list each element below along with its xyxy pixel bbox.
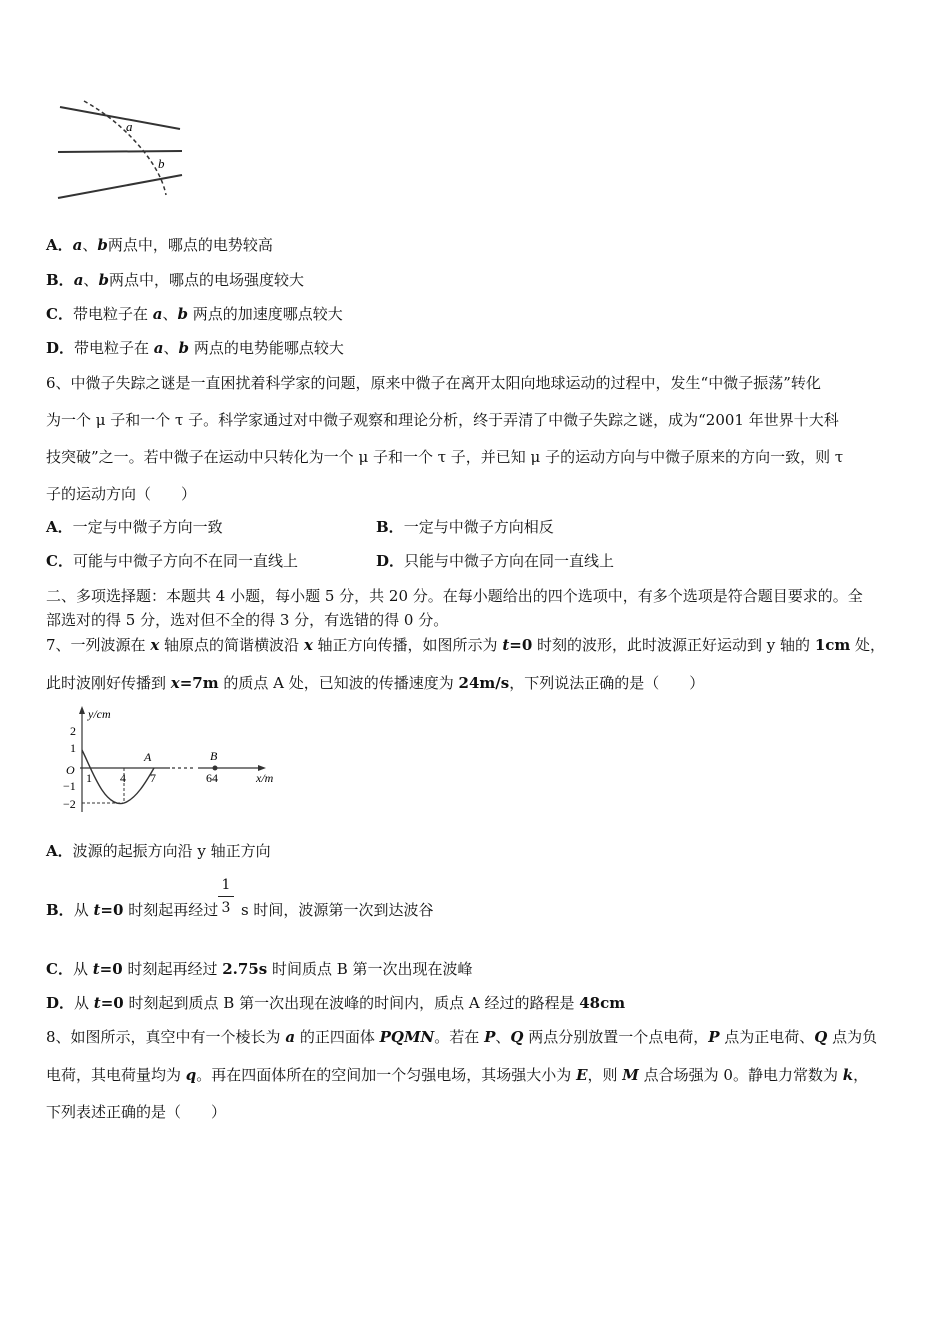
point-b-value: 64	[206, 771, 218, 785]
option-label: B．	[46, 271, 74, 289]
var-t: t	[93, 994, 101, 1012]
point-a-label: A	[144, 750, 152, 764]
y-tick-label: −1	[63, 779, 76, 793]
value: =0	[99, 960, 123, 978]
text: 的质点 A 处，已知波的传播速度为	[218, 674, 459, 692]
var: P	[708, 1028, 720, 1046]
var: E	[576, 1066, 588, 1084]
y-axis-arrow	[79, 706, 85, 714]
q8-stem-line-1	[46, 1027, 877, 1047]
text: 时刻的波形，此时波源正好运动到 y 轴的	[532, 636, 815, 654]
q5-option-a[interactable]	[46, 235, 273, 255]
text: 处，	[850, 636, 886, 654]
point-b-label: B	[210, 749, 218, 763]
var-b: b	[178, 339, 190, 357]
q7-option-a[interactable]	[46, 841, 271, 861]
q6-stem-line-3: 技突破”之一。若中微子在运动中只转化为一个 μ 子和一个 τ 子，并已知 μ 子的运动方向与中微子原来的方向一致，则 τ	[46, 448, 844, 466]
text: 。再在四面体所在的空间加一个匀强电场，其场强大小为	[196, 1066, 577, 1084]
text: 电荷，其电荷量均为	[46, 1066, 186, 1084]
var-t: t	[93, 901, 101, 919]
q5-option-b[interactable]	[46, 270, 304, 290]
var-a: a	[72, 236, 83, 254]
option-label: A．	[46, 236, 73, 254]
fraction-bar	[218, 896, 234, 897]
text: 从	[72, 960, 93, 978]
var-t: t	[92, 960, 100, 978]
section2-line-2: 部选对的得 5 分，选对但不全的得 3 分，有选错的得 0 分。	[46, 611, 449, 629]
value: 2.75s	[222, 960, 268, 978]
q5-option-c[interactable]	[46, 304, 343, 324]
var-a: a	[73, 271, 84, 289]
text: 点为正电荷、	[719, 1028, 815, 1046]
q8-stem-line-3: 下列表述正确的是（ ）	[46, 1103, 227, 1121]
var-x: x	[303, 636, 313, 654]
text: 两点的电势能哪点较大	[189, 339, 344, 357]
q7-stem-line-1	[46, 635, 885, 655]
option-label: B．	[46, 901, 74, 919]
text: 时刻起再经过	[122, 960, 223, 978]
text: 点为负	[827, 1028, 878, 1046]
q6-option-b[interactable]	[376, 517, 554, 537]
x-tick-label: 7	[150, 771, 156, 785]
var: Q	[510, 1028, 524, 1046]
origin-label: O	[66, 763, 75, 777]
point-b-marker	[213, 766, 218, 771]
option-label: B．	[376, 518, 404, 536]
q7-option-c[interactable]	[46, 959, 473, 979]
text: 7、一列波源在	[46, 636, 151, 654]
option-text: 可能与中微子方向不在同一直线上	[72, 552, 298, 570]
x-tick-label: 4	[120, 771, 126, 785]
text: 带电粒子在	[74, 339, 154, 357]
text: 轴原点的简谐横波沿	[159, 636, 304, 654]
text: ，则	[587, 1066, 623, 1084]
text: 从	[74, 994, 94, 1012]
x-axis-label: x/m	[256, 771, 274, 785]
text: 两点分别放置一个点电荷，	[523, 1028, 709, 1046]
text: 时刻起到质点 B 第一次出现在波峰的时间内，质点 A 经过的路程是	[123, 994, 580, 1012]
wave-graph	[58, 702, 288, 817]
var: a	[285, 1028, 296, 1046]
var: q	[185, 1066, 197, 1084]
value: =0	[100, 901, 124, 919]
q6-stem-line-4: 子的运动方向（ ）	[46, 485, 197, 503]
option-label: A．	[46, 518, 73, 536]
text: 时间质点 B 第一次出现在波峰	[267, 960, 473, 978]
x-tick-label: 1	[86, 771, 92, 785]
q6-stem-line-1: 6、中微子失踪之谜是一直困扰着科学家的问题，原来中微子在离开太阳向地球运动的过程中，发生“中微子振荡”转化	[46, 374, 821, 392]
value: 48cm	[579, 994, 626, 1012]
var-a: a	[152, 305, 163, 323]
point-b-label: b	[158, 156, 165, 171]
field-line-figure	[50, 95, 190, 205]
point-a-label: a	[126, 119, 133, 134]
value: =0	[509, 636, 533, 654]
text: 、	[82, 236, 98, 254]
text: 轴正方向传播，如图所示为	[312, 636, 503, 654]
var-x: x	[150, 636, 160, 654]
text: 、	[83, 271, 99, 289]
text: ，下列说法正确的是（ ）	[509, 674, 705, 692]
section2-line-1: 二、多项选择题：本题共 4 小题，每小题 5 分，共 20 分。在每小题给出的四个选项中，有多个选项是符合题目要求的。全	[46, 587, 863, 605]
y-tick-label: 2	[70, 724, 76, 738]
option-text: 只能与中微子方向在同一直线上	[404, 552, 615, 570]
q7-option-d[interactable]	[46, 993, 625, 1013]
text: 。若在	[434, 1028, 485, 1046]
var-x: x	[170, 674, 180, 692]
y-tick-label: −2	[63, 797, 76, 811]
text: 带电粒子在	[72, 305, 153, 323]
text: 的正四面体	[295, 1028, 380, 1046]
var-t: t	[502, 636, 510, 654]
var-b: b	[97, 236, 108, 254]
text: 、	[163, 339, 179, 357]
var: PQMN	[379, 1028, 435, 1046]
q6-stem-line-2: 为一个 μ 子和一个 τ 子。科学家通过对中微子观察和理论分析，终于弄清了中微子失踪之谜，成为“2001 年世界十大科	[46, 411, 839, 429]
option-text: 一定与中微子方向一致	[72, 518, 223, 536]
y-axis-label: y/cm	[88, 707, 111, 721]
option-text: 波源的起振方向沿 y 轴正方向	[72, 842, 271, 860]
q7-option-b[interactable]	[46, 900, 433, 920]
option-label: C．	[46, 552, 73, 570]
y-tick-label: 1	[70, 741, 76, 755]
equipotential-line-2	[58, 151, 182, 152]
text: 两点的加速度哪点较大	[187, 305, 343, 323]
var: M	[622, 1066, 639, 1084]
text: 、	[495, 1028, 511, 1046]
text: ，	[853, 1066, 869, 1084]
value: 1cm	[814, 636, 851, 654]
option-label: D．	[46, 339, 75, 357]
fraction-denominator: 3	[221, 900, 231, 916]
text: 此时波刚好传播到	[46, 674, 171, 692]
fraction-numerator: 1	[221, 877, 231, 893]
text: 、	[162, 305, 178, 323]
var-a: a	[153, 339, 164, 357]
var-b: b	[177, 305, 188, 323]
value: =0	[100, 994, 124, 1012]
var: k	[842, 1066, 854, 1084]
option-label: C．	[46, 960, 73, 978]
text: 从	[73, 901, 94, 919]
q8-stem-line-2	[46, 1065, 868, 1085]
option-label: D．	[376, 552, 405, 570]
q6-option-a[interactable]	[46, 517, 223, 537]
value: 24m/s	[458, 674, 510, 692]
text: 两点中，哪点的电场强度较大	[108, 271, 304, 289]
option-label: A．	[46, 842, 73, 860]
text: 时刻起再经过	[123, 901, 219, 919]
value: =7m	[179, 674, 219, 692]
var-b: b	[98, 271, 109, 289]
option-text: 一定与中微子方向相反	[403, 518, 554, 536]
text: 两点中，哪点的电势较高	[107, 236, 273, 254]
text: s 时间，波源第一次到达波谷	[236, 901, 434, 919]
q7-stem-line-2	[46, 673, 704, 693]
option-label: C．	[46, 305, 73, 323]
var: Q	[814, 1028, 828, 1046]
text: 点合场强为 0。静电力常数为	[638, 1066, 843, 1084]
q6-option-d[interactable]	[376, 551, 614, 571]
q6-option-c[interactable]	[46, 551, 298, 571]
q5-option-d[interactable]	[46, 338, 344, 358]
var: P	[484, 1028, 496, 1046]
text: 8、如图所示，真空中有一个棱长为	[46, 1028, 286, 1046]
option-label: D．	[46, 994, 75, 1012]
